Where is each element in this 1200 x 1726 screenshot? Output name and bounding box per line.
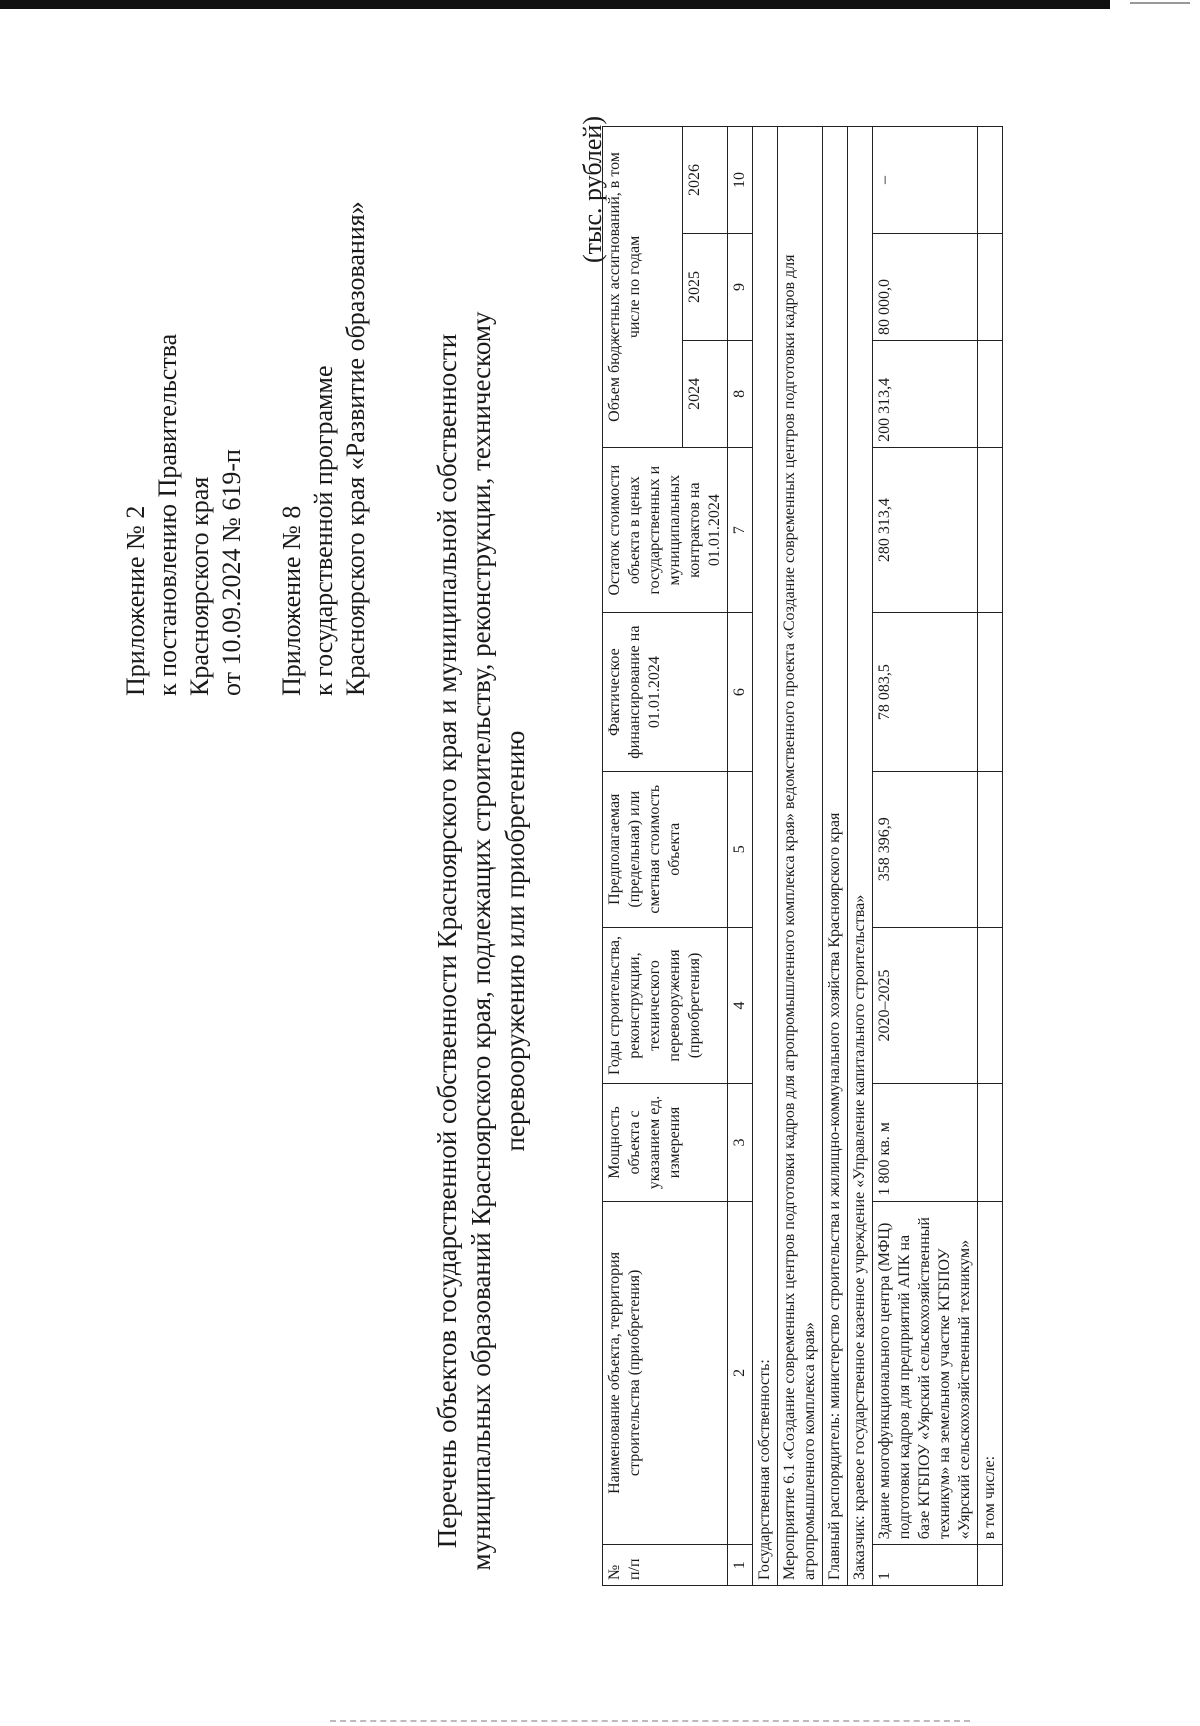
appendix-line-6: к государственной программе [309, 365, 338, 696]
appendix-line-4: от 10.09.2024 № 619-п [217, 449, 246, 696]
col-number: 4 [728, 927, 753, 1084]
empty-cell [978, 447, 1003, 613]
header-num: № п/п [603, 1545, 728, 1586]
col-number: 7 [728, 447, 753, 613]
row-capacity: 1 800 кв. м [873, 1084, 978, 1201]
header-remaining: Остаток стоимости объекта в ценах государственных и муниципальных контрактов на 01.01.2024 [603, 447, 728, 613]
col-number: 8 [728, 340, 753, 447]
col-number: 10 [728, 127, 753, 234]
section-row [753, 127, 778, 1586]
col-number: 1 [728, 1545, 753, 1586]
header-budget: Объем бюджетных ассигнований, в том числе по годам [603, 127, 683, 448]
objects-table [602, 126, 1003, 1586]
header-name: Наименование объекта, территория строительства (приобретения) [603, 1201, 728, 1545]
appendix-line-3: Красноярского края [185, 476, 214, 696]
document-title [430, 296, 532, 1586]
empty-cell [978, 127, 1003, 234]
row-including: в том числе: [978, 1201, 1003, 1545]
section-row [848, 127, 873, 1586]
row-2026: – [873, 127, 978, 234]
row-years: 2020–2025 [873, 927, 978, 1084]
section-manager: Главный распорядитель: министерство строительства и жилищно-коммунального хозяйства Красноярского края [823, 127, 848, 1586]
empty-cell [978, 613, 1003, 772]
appendix-block [120, 56, 372, 696]
appendix-line-7: Красноярского края «Развитие образования» [341, 201, 370, 696]
col-number: 5 [728, 771, 753, 927]
appendix-line-2: к постановлению Правительства [153, 333, 182, 696]
header-row-1 [603, 127, 683, 1586]
row-estimated: 358 396,9 [873, 771, 978, 927]
section-row [778, 127, 823, 1586]
header-2024: 2024 [683, 340, 728, 447]
appendix-line-5: Приложение № 8 [277, 505, 306, 696]
table-row [873, 127, 978, 1586]
unit-label: (тыс. рублей) [578, 116, 607, 264]
col-number: 2 [728, 1201, 753, 1545]
title-line-3: перевооружению или приобретению [500, 730, 530, 1152]
row-num: 1 [873, 1545, 978, 1586]
title-line-2: муниципальных образований Красноярского края, подлежащих строительству, реконструкции, техническому [466, 311, 496, 1571]
header-2026: 2026 [683, 127, 728, 234]
col-number: 9 [728, 234, 753, 341]
row-name: Здание многофункционального центра (МФЦ) подготовки кадров для предприятий АПК на базе КГБПОУ «Уярский сельскохозяйственный техникум» на земельном участке КГБПОУ «Уярский сельскохозяйственный техникум» [873, 1201, 978, 1545]
row-2025: 80 000,0 [873, 234, 978, 341]
row-remaining: 280 313,4 [873, 447, 978, 613]
row-actual: 78 083,5 [873, 613, 978, 772]
col-number: 3 [728, 1084, 753, 1201]
header-estimated: Предполагаемая (предельная) или сметная стоимость объекта [603, 771, 728, 927]
header-actual: Фактическое финансирование на 01.01.2024 [603, 613, 728, 772]
title-line-1: Перечень объектов государственной собственности Красноярского края и муниципальной собственности [432, 333, 462, 1549]
header-capacity: Мощность объекта с указанием ед. измерения [603, 1084, 728, 1201]
empty-cell [978, 1545, 1003, 1586]
empty-cell [978, 234, 1003, 341]
col-number: 6 [728, 613, 753, 772]
column-number-row [728, 127, 753, 1586]
header-2025: 2025 [683, 234, 728, 341]
section-row [823, 127, 848, 1586]
empty-cell [978, 1084, 1003, 1201]
section-customer: Заказчик: краевое государственное казенное учреждение «Управление капитального строительства» [848, 127, 873, 1586]
empty-cell [978, 771, 1003, 927]
table-row [978, 127, 1003, 1586]
appendix-line-1: Приложение № 2 [121, 505, 150, 696]
header-years: Годы строительства, реконструкции, технического перевооружения (приобретения) [603, 927, 728, 1084]
section-measure: Мероприятие 6.1 «Создание современных центров подготовки кадров для агропромышленного комплекса края» ведомственного проекта «Создание современных центров подготовки кадров для агропромышленного комплекса края» [778, 127, 823, 1586]
empty-cell [978, 927, 1003, 1084]
section-ownership: Государственная собственность: [753, 127, 778, 1586]
empty-cell [978, 340, 1003, 447]
row-2024: 200 313,4 [873, 340, 978, 447]
